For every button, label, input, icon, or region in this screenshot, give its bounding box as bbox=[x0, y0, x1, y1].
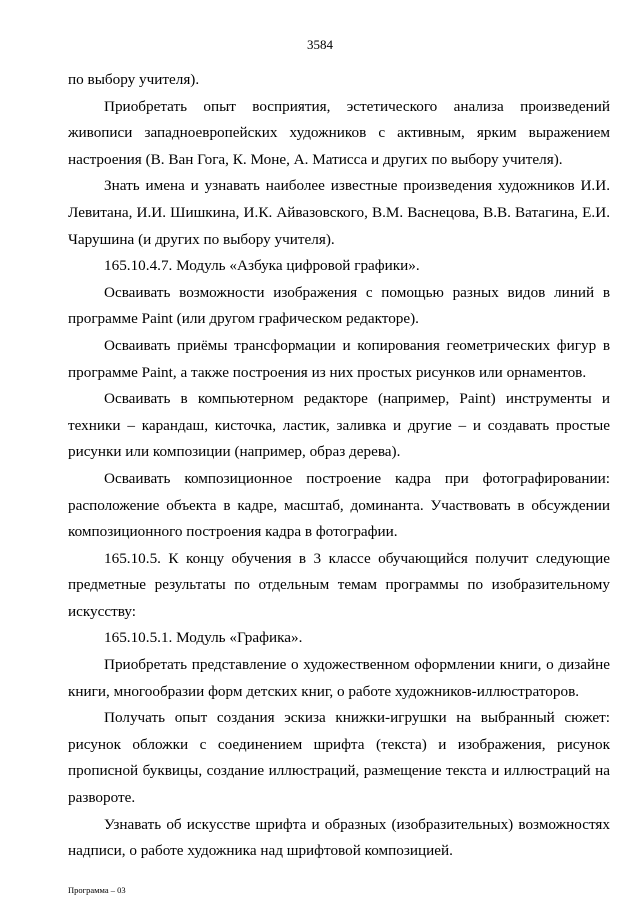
section-heading: 165.10.5.1. Модуль «Графика». bbox=[104, 629, 303, 647]
document-body bbox=[68, 67, 610, 865]
page-number: 3584 bbox=[307, 37, 333, 52]
footer-label: Программа – 03 bbox=[68, 885, 126, 895]
paragraph: Осваивать композиционное построение кадра при фотографировании: расположение объекта в кадре, масштаб, доминанта. Участвовать в обсуждении композиционного построения кадра в фотографии. bbox=[68, 469, 610, 541]
section-heading: 165.10.4.7. Модуль «Азбука цифровой графики». bbox=[104, 257, 420, 275]
paragraph: Получать опыт создания эскиза книжки-игрушки на выбранный сюжет: рисунок обложки с соединением шрифта (текста) и изображения, рисунок прописной буквицы, создание иллюстраций, размещение текста и иллюстраций на развороте. bbox=[68, 709, 610, 807]
paragraph: Осваивать возможности изображения с помощью разных видов линий в программе Paint (или другом графическом редакторе). bbox=[68, 283, 610, 328]
paragraph: Приобретать опыт восприятия, эстетического анализа произведений живописи западноевропейских художников с активным, ярким выражением настроения (В. Ван Гога, К. Моне, А. Матисса и других по выбору учителя). bbox=[68, 97, 610, 168]
paragraph: Приобретать представление о художественном оформлении книги, о дизайне книги, многообразии форм детских книг, о работе художников-иллюстраторов. bbox=[68, 656, 610, 700]
paragraph: Осваивать приёмы трансформации и копирования геометрических фигур в программе Paint, а также построения из них простых рисунков или орнаментов. bbox=[68, 336, 610, 381]
paragraph-continuation: по выбору учителя). bbox=[68, 71, 200, 88]
paragraph: Осваивать в компьютерном редакторе (например, Paint) инструменты и техники – карандаш, кисточка, ластик, заливка и другие – и создавать простые рисунки или композиции (например, образ дерева). bbox=[68, 390, 610, 461]
paragraph: Узнавать об искусстве шрифта и образных (изобразительных) возможностях надписи, о работе художника над шрифтовой композицией. bbox=[68, 815, 610, 860]
section-heading: 165.10.5. К концу обучения в 3 классе обучающийся получит следующие предметные результаты по отдельным темам программы по изобразительному искусству: bbox=[68, 549, 610, 620]
paragraph: Знать имена и узнавать наиболее известные произведения художников И.И. Левитана, И.И. Шишкина, И.К. Айвазовского, В.М. Васнецова, В.В. Ватагина, Е.И. Чарушина (и других по выбору учителя). bbox=[68, 177, 610, 248]
